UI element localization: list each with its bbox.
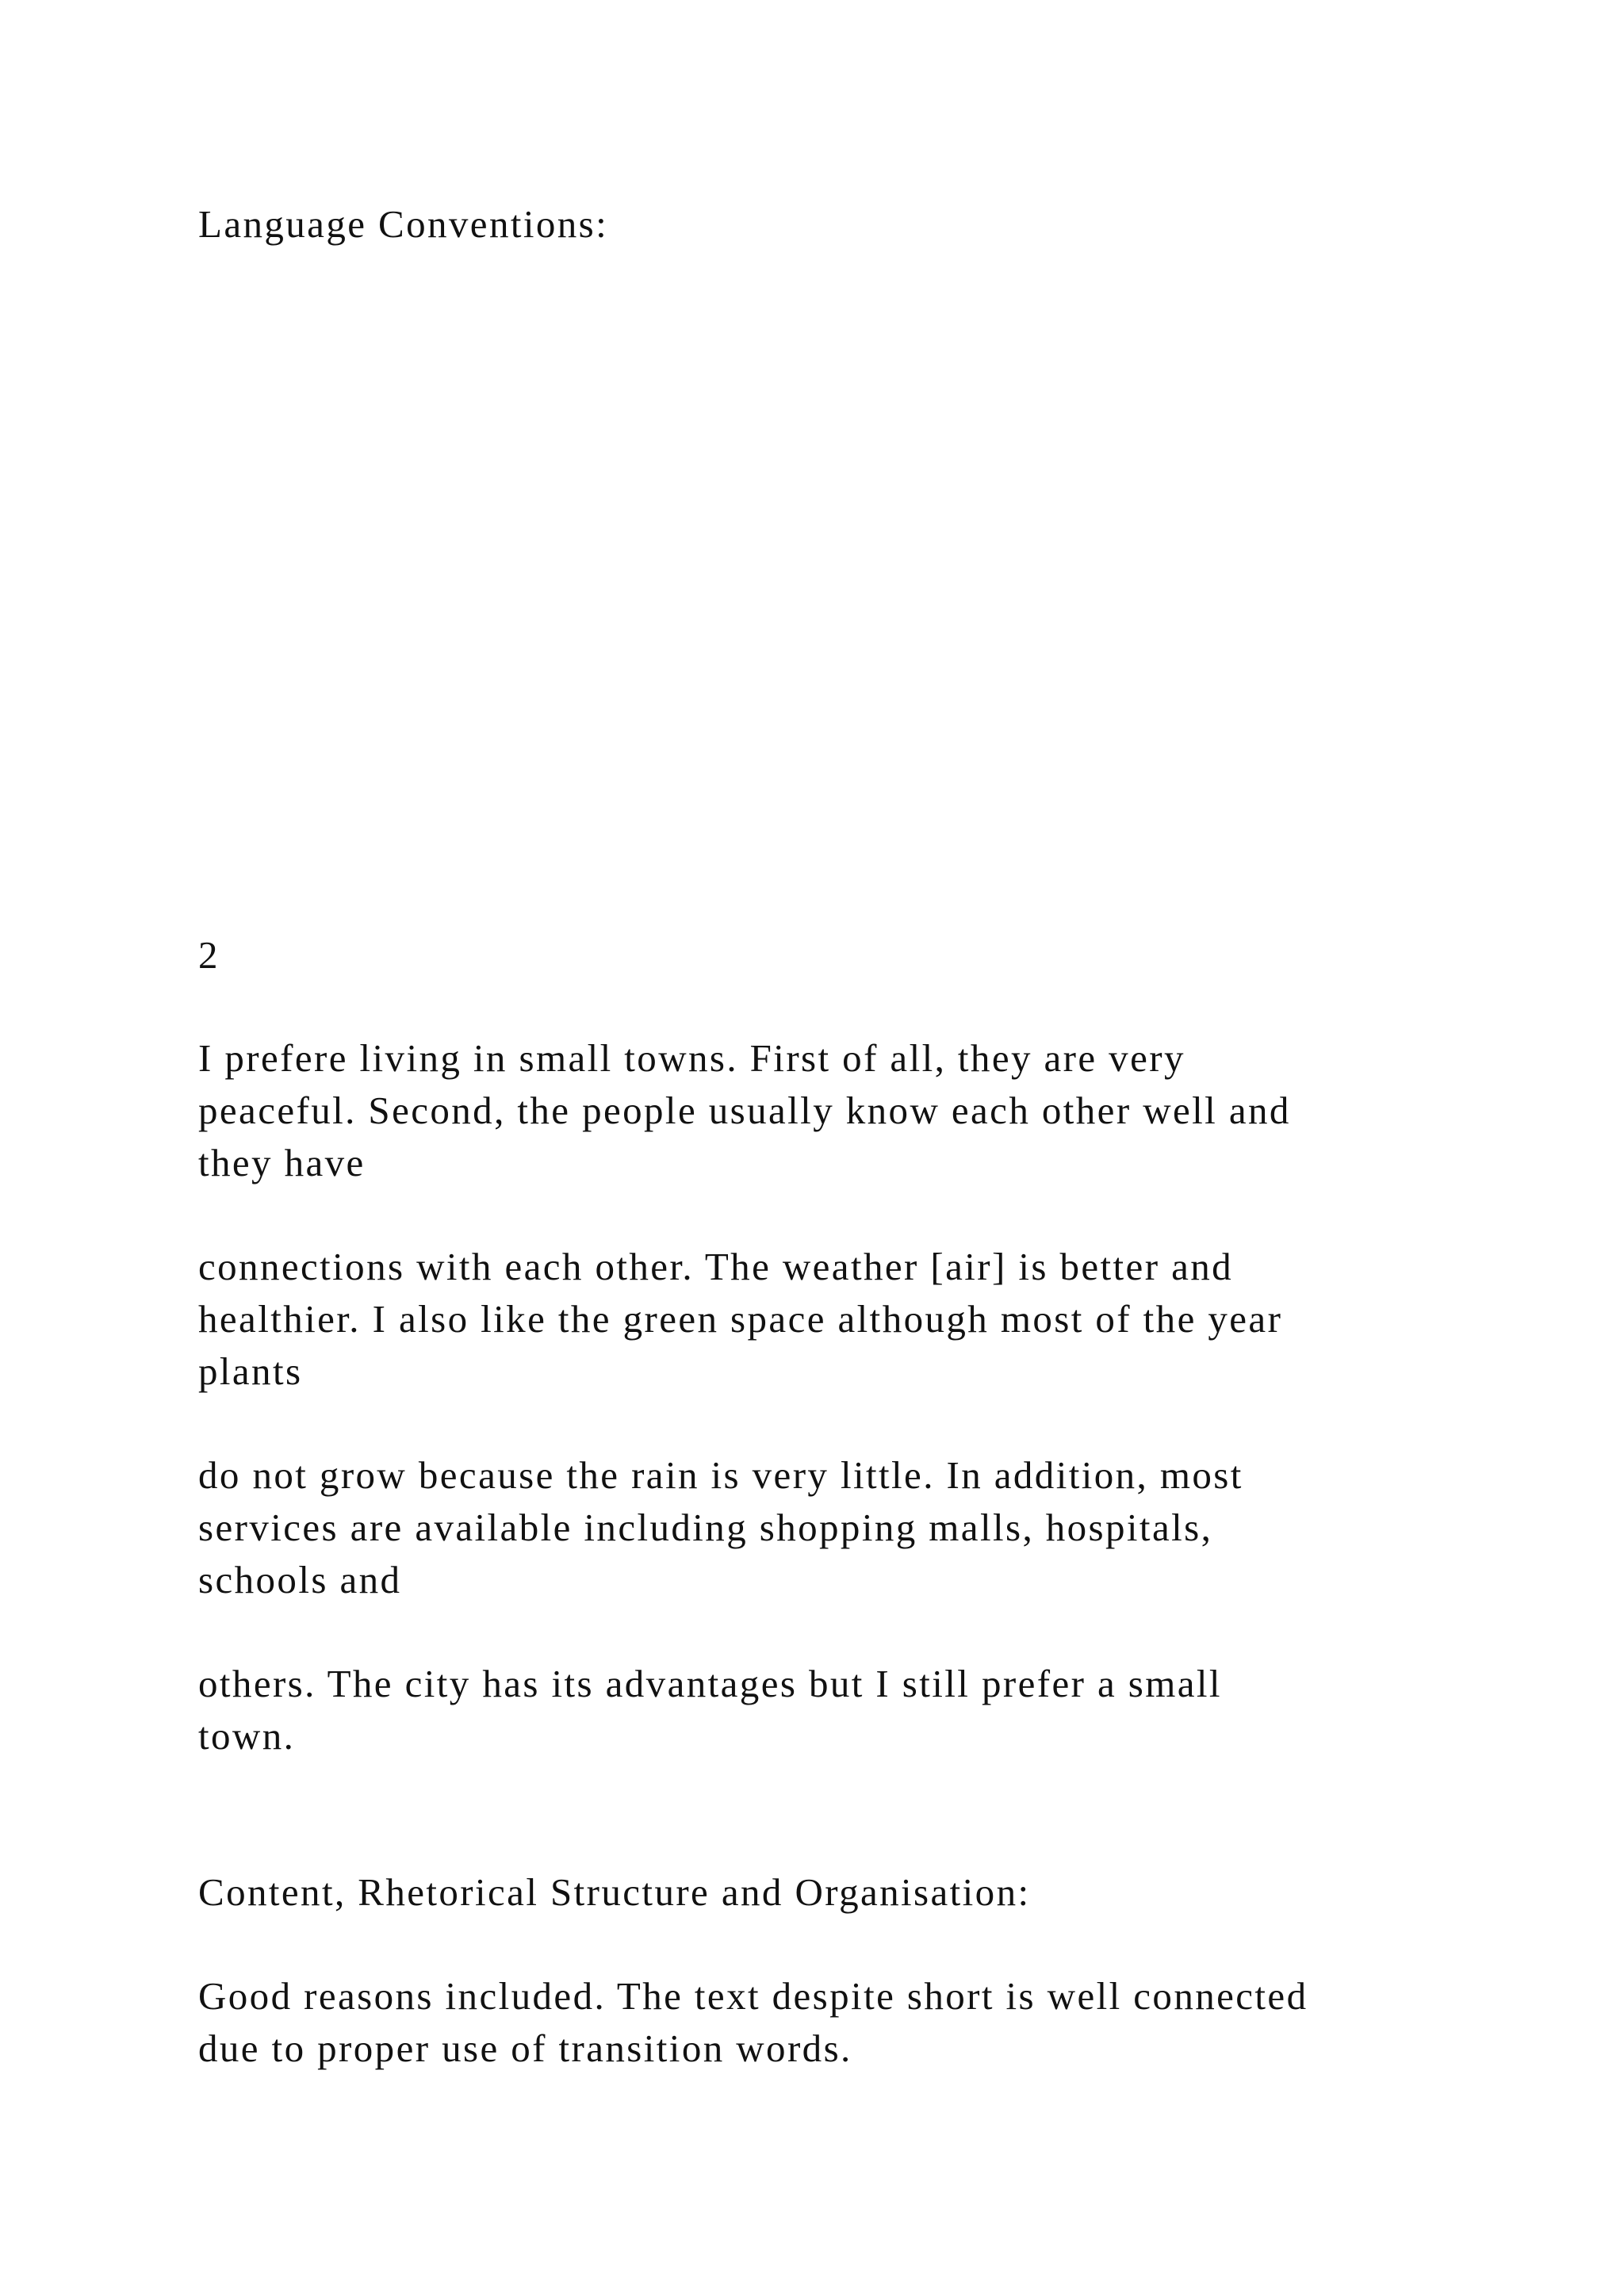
essay-line: I prefere living in small towns. First of all, they are very — [198, 1036, 1185, 1080]
essay-line: others. The city has its advantages but I still prefer a small — [198, 1662, 1222, 1705]
essay-line: schools and — [198, 1558, 402, 1601]
essay-line: peaceful. Second, the people usually know each other well and — [198, 1089, 1291, 1132]
essay-line: plants — [198, 1349, 303, 1393]
essay-line: they have — [198, 1141, 366, 1184]
essay-line: healthier. I also like the green space although most of the year — [198, 1297, 1283, 1341]
heading-content-structure: Content, Rhetorical Structure and Organisation: — [198, 1870, 1031, 1914]
essay-line: do not grow because the rain is very little. In addition, most — [198, 1453, 1243, 1497]
heading-language-conventions: Language Conventions: — [198, 202, 609, 246]
feedback-line: due to proper use of transition words. — [198, 2026, 852, 2070]
essay-line: services are available including shopping malls, hospitals, — [198, 1506, 1213, 1549]
essay-line: town. — [198, 1714, 296, 1758]
essay-line: connections with each other. The weather [air] is better and — [198, 1245, 1234, 1288]
feedback-line: Good reasons included. The text despite short is well connected — [198, 1974, 1308, 2018]
page-number: 2 — [198, 933, 220, 977]
